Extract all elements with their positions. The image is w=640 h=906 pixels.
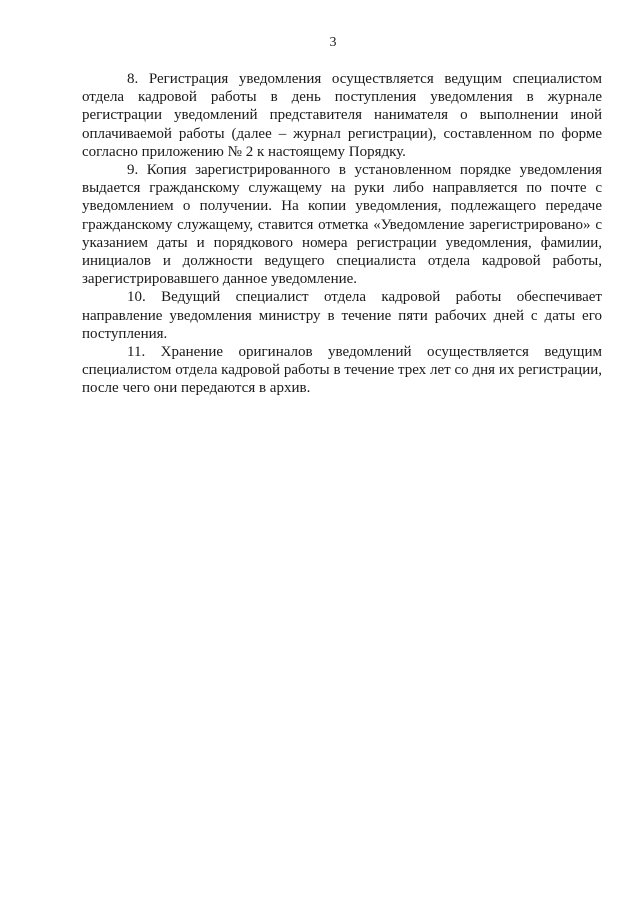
paragraph-9: 9. Копия зарегистрированного в установленном порядке уведомления выдается гражданскому служащему на руки либо направляется по почте с уведомлением о получении. На копии уведомления, подлежащего передаче гражданскому служащему, ставится отметка «Уведомление зарегистрировано» с указанием даты и порядкового номера регистрации уведомления, фамилии, инициалов и должности ведущего специалиста отдела кадровой работы, зарегистрировавшего данное уведомление.	[82, 162, 602, 288]
paragraph-8: 8. Регистрация уведомления осуществляется ведущим специалистом отдела кадровой работы в день поступления уведомления в журнале регистрации уведомлений представителя нанимателя о выполнении иной оплачиваемой работы (далее – журнал регистрации), составленном по форме согласно приложению № 2 к настоящему Порядку.	[82, 71, 602, 160]
paragraph-10: 10. Ведущий специалист отдела кадровой работы обеспечивает направление уведомления министру в течение пяти рабочих дней с даты его поступления.	[82, 289, 602, 342]
page-number: 3	[329, 35, 337, 50]
paragraph-11: 11. Хранение оригиналов уведомлений осуществляется ведущим специалистом отдела кадровой работы в течение трех лет со дня их регистрации, после чего они передаются в архив.	[82, 344, 602, 397]
document-body	[82, 70, 602, 398]
